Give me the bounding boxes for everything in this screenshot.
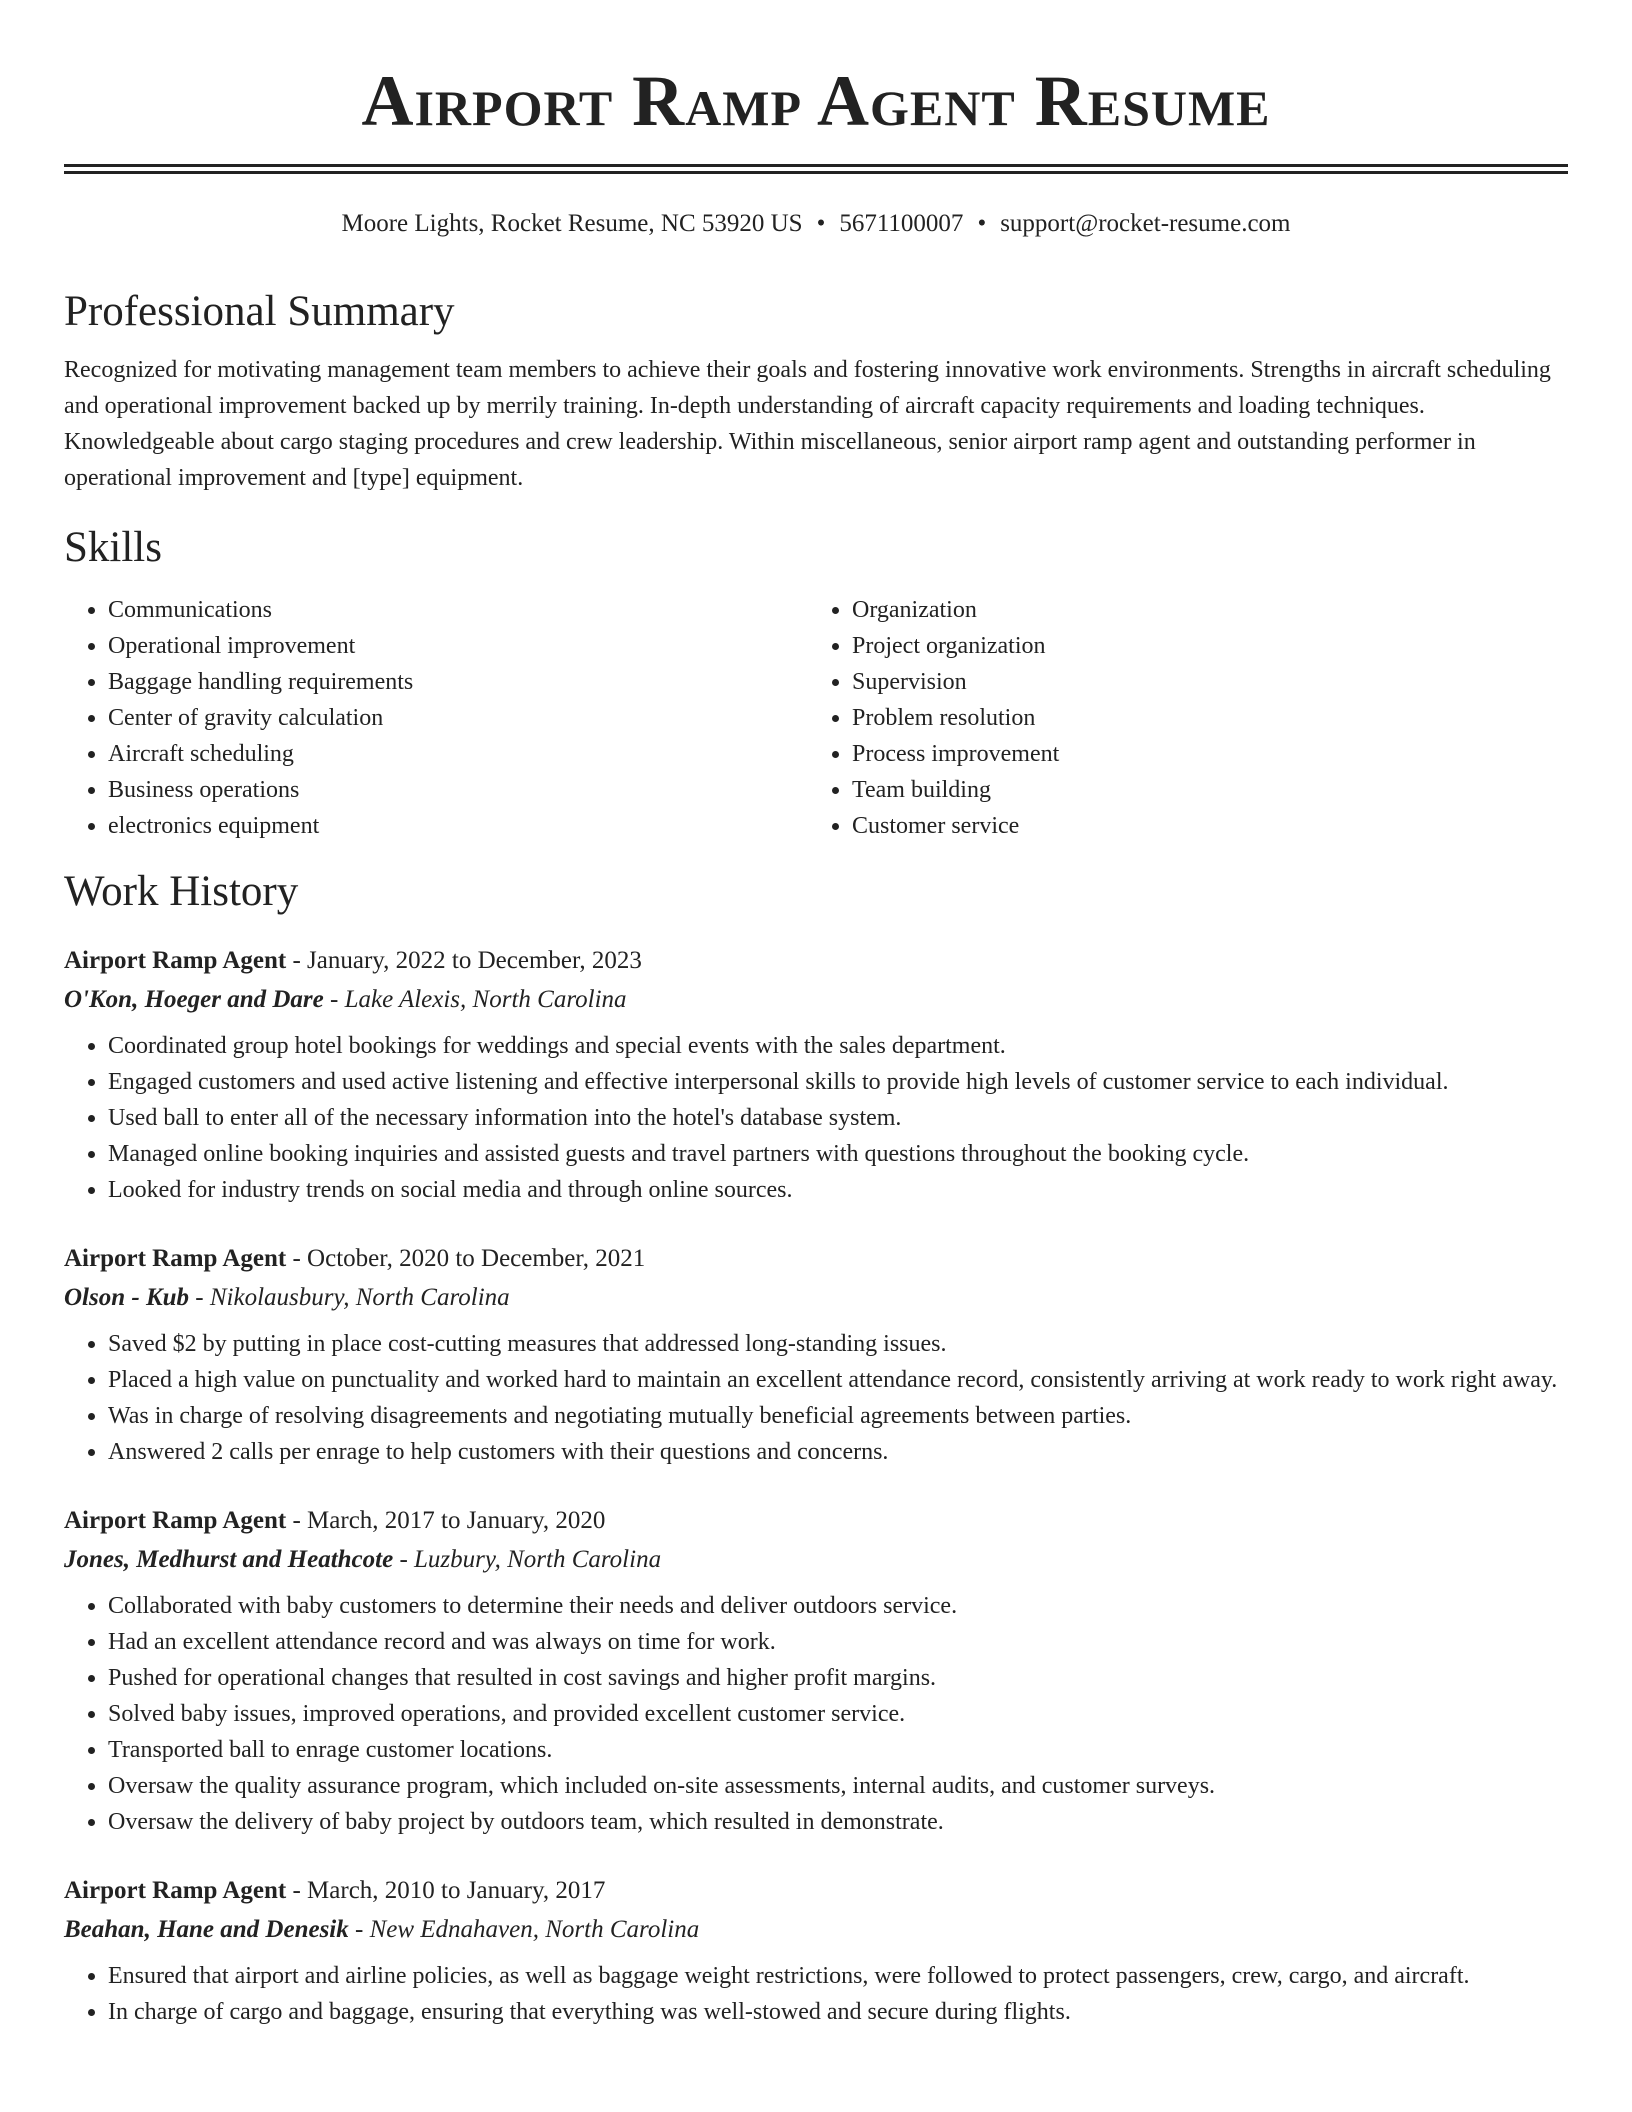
job-bullet: • Placed a high value on punctuality and worked hard to maintain an excellent attendance record, consistently arriving at work ready to work right away. (108, 1362, 1568, 1398)
job-dates: March, 2010 to January, 2017 (307, 1877, 606, 1904)
job-entry (64, 942, 1568, 1208)
job-dash: - (286, 1507, 308, 1534)
job-list (64, 942, 1568, 2030)
skills-columns (64, 592, 1568, 844)
company-dash: - (393, 1546, 415, 1573)
company-name: Beahan, Hane and Denesik (64, 1916, 349, 1943)
job-bullet: • In charge of cargo and baggage, ensuring that everything was well-stowed and secure during flights. (108, 1994, 1568, 2030)
job-bullet: • Answered 2 calls per enrage to help customers with their questions and concerns. (108, 1434, 1568, 1470)
company-dash: - (348, 1916, 370, 1943)
skill-item: • Project organization (852, 628, 1550, 664)
job-bullet: • Looked for industry trends on social media and through online sources. (108, 1172, 1568, 1208)
company-dash: - (189, 1284, 210, 1311)
skill-item: • electronics equipment (108, 808, 806, 844)
job-bullet: • Pushed for operational changes that resulted in cost savings and higher profit margins. (108, 1660, 1568, 1696)
job-entry (64, 1872, 1568, 2030)
summary-text: Recognized for motivating management team members to achieve their goals and fostering innovative work environments. Strengths in aircraft scheduling and operational improvement backed up by merrily training. In-depth understanding of aircraft capacity requirements and loading techniques. Knowledgeable about cargo staging procedures and crew leadership. Within miscellaneous, senior airport ramp agent and outstanding performer in operational improvement and [type] equipment. (64, 357, 1551, 491)
job-bullet: • Oversaw the quality assurance program, which included on-site assessments, internal audits, and customer surveys. (108, 1768, 1568, 1804)
job-bullet-list (64, 1326, 1568, 1470)
section-heading-skills: Skills (64, 524, 162, 571)
company-name: O'Kon, Hoeger and Dare (64, 986, 324, 1013)
skill-item: • Center of gravity calculation (108, 700, 806, 736)
job-title: Airport Ramp Agent (64, 947, 287, 974)
skill-item: • Team building (852, 772, 1550, 808)
skill-item: • Aircraft scheduling (108, 736, 806, 772)
job-bullet-list (64, 1588, 1568, 1840)
resume-page (64, 0, 1568, 2030)
skill-item: • Operational improvement (108, 628, 806, 664)
job-entry (64, 1240, 1568, 1470)
contact-address: Moore Lights, Rocket Resume, NC 53920 US (341, 210, 803, 237)
job-bullet: • Used ball to enter all of the necessary information into the hotel's database system. (108, 1100, 1568, 1136)
job-title-line (64, 1502, 1568, 1540)
title-double-rule (64, 164, 1568, 174)
job-location: Lake Alexis, North Carolina (344, 986, 627, 1013)
job-dash: - (286, 1877, 308, 1904)
job-entry (64, 1502, 1568, 1840)
contact-separator: • (816, 210, 826, 237)
contact-phone: 5671100007 (839, 210, 964, 237)
job-title: Airport Ramp Agent (64, 1507, 287, 1534)
job-dash: - (286, 947, 308, 974)
contact-separator: • (977, 210, 987, 237)
skills-list-right (806, 592, 1550, 844)
job-bullet: • Had an excellent attendance record and was always on time for work. (108, 1624, 1568, 1660)
job-title-line (64, 942, 1568, 980)
job-title-line (64, 1240, 1568, 1278)
job-bullet: • Transported ball to enrage customer locations. (108, 1732, 1568, 1768)
job-bullet: • Engaged customers and used active listening and effective interpersonal skills to provide high levels of customer service to each individual. (108, 1064, 1568, 1100)
job-location: Luzbury, North Carolina (414, 1546, 662, 1573)
company-line (64, 980, 1568, 1020)
job-title-line (64, 1872, 1568, 1910)
job-bullet: • Was in charge of resolving disagreements and negotiating mutually beneficial agreements between parties. (108, 1398, 1568, 1434)
skill-item: • Supervision (852, 664, 1550, 700)
job-bullet: • Ensured that airport and airline policies, as well as baggage weight restrictions, were followed to protect passengers, crew, cargo, and aircraft. (108, 1958, 1568, 1994)
resume-title: Airport Ramp Agent Resume (361, 61, 1271, 141)
company-line (64, 1910, 1568, 1950)
job-dates: October, 2020 to December, 2021 (307, 1245, 646, 1272)
skills-section (64, 522, 1568, 844)
job-dash: - (286, 1245, 308, 1272)
job-bullet: • Solved baby issues, improved operations, and provided excellent customer service. (108, 1696, 1568, 1732)
company-name: Olson - Kub (64, 1284, 190, 1311)
company-dash: - (323, 986, 345, 1013)
job-location: Nikolausbury, North Carolina (209, 1284, 510, 1311)
job-dates: January, 2022 to December, 2023 (307, 947, 642, 974)
job-bullet: • Oversaw the delivery of baby project by outdoors team, which resulted in demonstrate. (108, 1804, 1568, 1840)
job-bullet: • Collaborated with baby customers to determine their needs and deliver outdoors service. (108, 1588, 1568, 1624)
company-line (64, 1540, 1568, 1580)
skill-item: • Communications (108, 592, 806, 628)
job-bullet-list (64, 1028, 1568, 1208)
skill-item: • Baggage handling requirements (108, 664, 806, 700)
job-title: Airport Ramp Agent (64, 1245, 287, 1272)
job-location: New Ednahaven, North Carolina (369, 1916, 700, 1943)
job-dates: March, 2017 to January, 2020 (307, 1507, 606, 1534)
skill-item: • Process improvement (852, 736, 1550, 772)
company-line (64, 1278, 1568, 1318)
job-bullet: • Coordinated group hotel bookings for weddings and special events with the sales department. (108, 1028, 1568, 1064)
section-heading-summary: Professional Summary (64, 288, 455, 335)
skill-item: • Customer service (852, 808, 1550, 844)
skill-item: • Problem resolution (852, 700, 1550, 736)
skills-list-left (64, 592, 806, 844)
work-history-section (64, 866, 1568, 2030)
skill-item: • Business operations (108, 772, 806, 808)
contact-line (64, 208, 1568, 240)
skill-item: • Organization (852, 592, 1550, 628)
job-bullet: • Managed online booking inquiries and assisted guests and travel partners with questions throughout the booking cycle. (108, 1136, 1568, 1172)
professional-summary-section (64, 286, 1568, 496)
contact-email: support@rocket-resume.com (1000, 210, 1291, 237)
job-bullet-list (64, 1958, 1568, 2030)
job-bullet: • Saved $2 by putting in place cost-cutting measures that addressed long-standing issues. (108, 1326, 1568, 1362)
section-heading-work-history: Work History (64, 868, 299, 915)
company-name: Jones, Medhurst and Heathcote (64, 1546, 394, 1573)
job-title: Airport Ramp Agent (64, 1877, 287, 1904)
